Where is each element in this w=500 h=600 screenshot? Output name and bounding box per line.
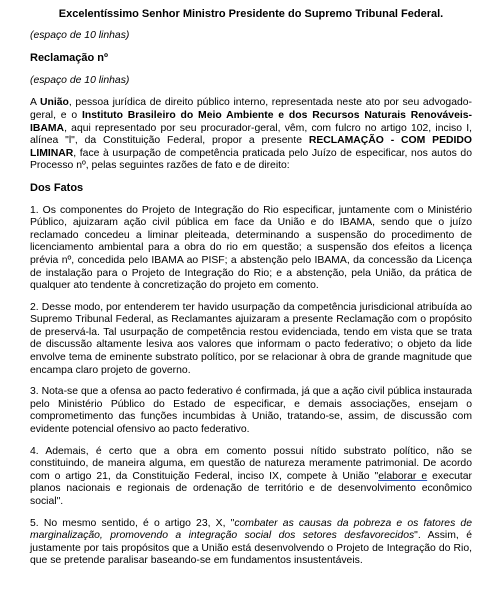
intro-text: , aqui representado por seu procurador-geral, vêm, com fulcro no artigo 102, inciso I, alínea "l", da Constituição Federal, propor a presente xyxy=(30,122,472,147)
spacing-note: (espaço de 10 linhas) xyxy=(30,29,130,41)
intro-text: , face à usurpação de competência praticada pelo Juízo de especificar, nos autos do Processo nº, pelas seguintes razões de fato e de direito: xyxy=(30,147,472,172)
document-title: Excelentíssimo Senhor Ministro Presidente do Supremo Tribunal Federal. xyxy=(58,8,444,20)
paragraph-2: 2. Desse modo, por entenderem ter havido usurpação da competência jurisdicional atribuída ao Supremo Tribunal Federal, as Reclamantes ajuizaram a presente Reclamação com o propósito de preservá-la. Tal usurpação de competência restou evidenciada, tendo em vista que se trata de discussão altamente lesiva aos valores que informam o pacto federativo; o objeto da lide envolve tema de eminente substrato político, por se relacionar à obra de grande magnitude que encampa claro projeto de governo. xyxy=(30,301,472,376)
paragraph-3: 3. Nota-se que a ofensa ao pacto federativo é confirmada, já que a ação civil pública instaurada pelo Ministério Público do Estado de especificar, e demais associações, ensejam o comprometimento das funções incumbidas à União, tratando-se, assim, de discussão com evidente potencial ofensivo ao pacto federativo. xyxy=(30,386,472,436)
intro-paragraph xyxy=(30,97,472,173)
paragraph-4-text: executar planos nacionais e regionais de ordenação de território e de desenvolvimento econômico social". xyxy=(30,470,472,507)
paragraph-4-text: 4. Ademais, é certo que a obra em comento possui nítido substrato político, não se constituindo, de maneira alguma, em questão de natureza meramente patrimonial. De acordo com o artigo 21, da Constituição Federal, inciso IX, compete à União " xyxy=(30,445,472,482)
claim-heading: Reclamação nº xyxy=(30,52,108,65)
spellcheck-underline-text: elaborar e xyxy=(378,470,428,482)
paragraph-4 xyxy=(30,446,472,509)
facts-heading: Dos Fatos xyxy=(30,181,84,194)
intro-bold-ibama: Instituto Brasileiro do Meio Ambiente e dos Recursos Naturais Renováveis- IBAMA xyxy=(30,109,472,134)
paragraph-5-text: ". Assim, é justamente por tais propósitos que a União está desenvolvendo o Projeto de Integração do Rio, que se pretende paralisar baseando-se em fundamentos insustentáveis. xyxy=(30,530,472,567)
paragraph-1: 1. Os componentes do Projeto de Integração do Rio especificar, juntamente com o Ministério Público, ajuizaram ação civil pública em face da União e do IBAMA, sendo que o juízo reclamado concedeu a liminar pleiteada, determinando a suspensão do procedimento de licenciamento ambiental para a obra do rio em questão; a suspensão dos efeitos a licença prévia nº, concedida pelo IBAMA ao PISF; a abstenção pelo IBAMA, da concessão da Licença de instalação para o Projeto de Integração do Rio; e a abstenção, pela União, da prática de qualquer ato tendente à concretização do projeto em comento. xyxy=(30,204,472,292)
paragraph-5-quote: combater as causas da pobreza e os fatores de marginalização, promovendo a integração social dos setores desfavorecidos xyxy=(30,517,472,542)
intro-bold-reclamacao: RECLAMAÇÃO - COM PEDIDO LIMINAR xyxy=(30,135,472,159)
intro-text: A xyxy=(30,97,41,109)
intro-bold-union: União xyxy=(40,97,69,109)
spacing-note: (espaço de 10 linhas) xyxy=(30,74,130,86)
paragraph-5-text: 5. No mesmo sentido, é o artigo 23, X, " xyxy=(30,517,235,529)
intro-text: , pessoa jurídica de direito público interno, representada neste ato por seu advogado-geral, e o xyxy=(30,97,472,121)
paragraph-5 xyxy=(30,518,472,568)
